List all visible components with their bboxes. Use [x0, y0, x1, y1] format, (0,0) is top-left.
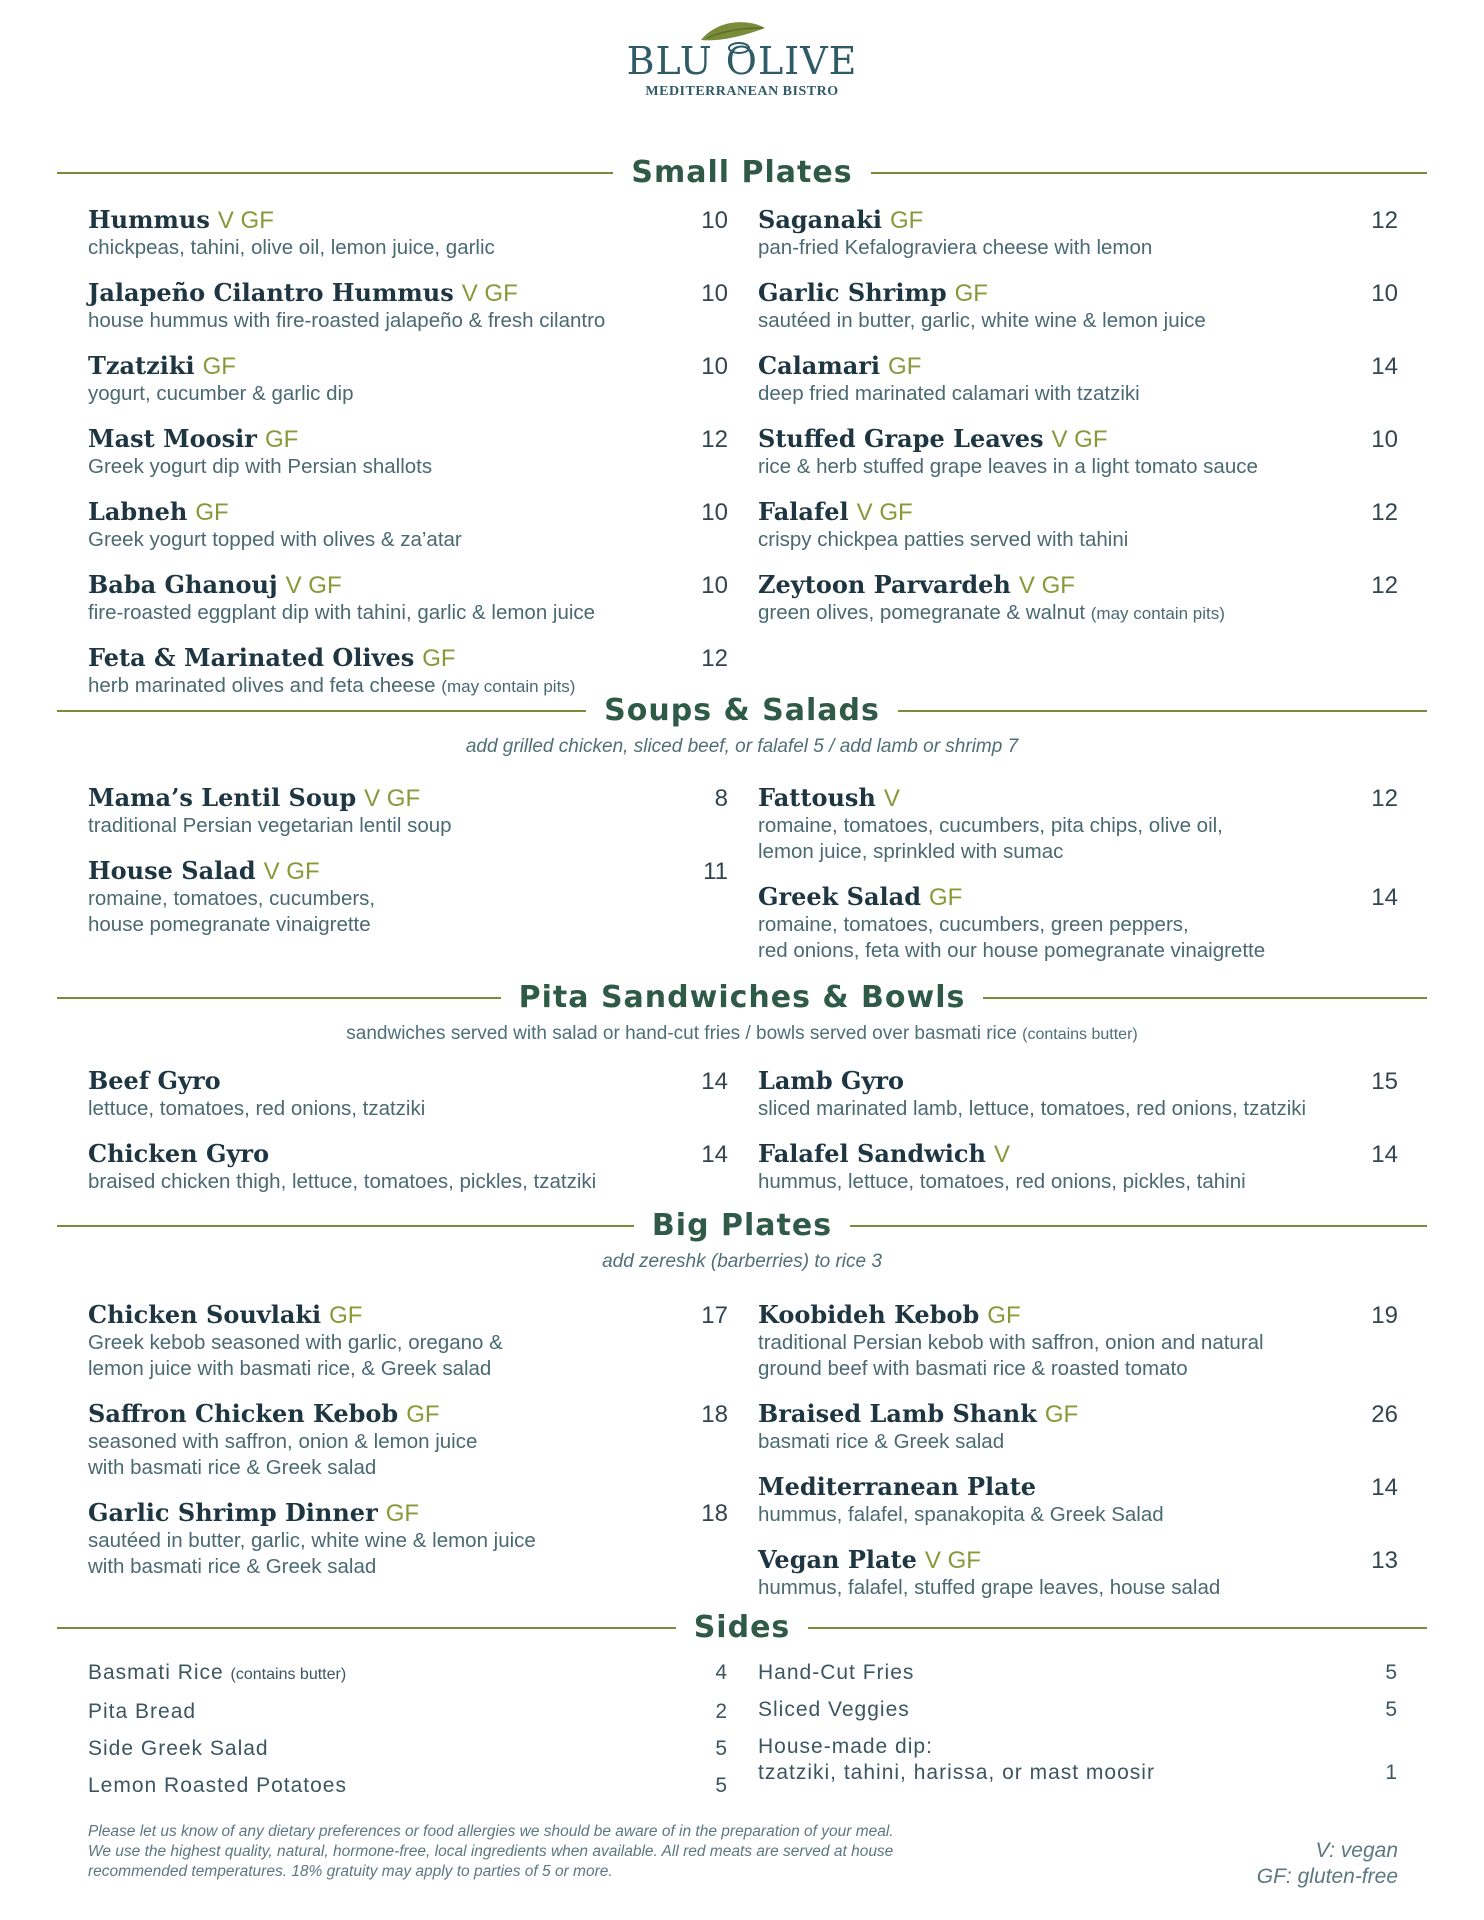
menu-item-price: 13: [1371, 1547, 1398, 1574]
menu-item-description-text: romaine, tomatoes, cucumbers, green peppers,: [758, 913, 1189, 936]
menu-item-description: [88, 454, 728, 480]
menu-item-description: [88, 1330, 728, 1356]
menu-item-description: [88, 600, 728, 626]
soups-salads-right-column: [758, 784, 1398, 982]
menu-item: [88, 279, 728, 334]
menu-item-price: 8: [714, 785, 728, 812]
menu-item-header: [88, 571, 728, 600]
menu-item: [88, 1499, 728, 1580]
menu-item-description-text: sautéed in butter, garlic, white wine & lemon juice: [758, 309, 1206, 332]
side-item: [88, 1773, 728, 1799]
pita-note-small: (contains butter): [1022, 1026, 1138, 1043]
section-title: Pita Sandwiches & Bowls: [501, 980, 984, 1015]
menu-item-price: 14: [701, 1068, 728, 1095]
menu-item-name: Falafel: [758, 497, 849, 526]
menu-item-description-text: sautéed in butter, garlic, white wine & lemon juice: [88, 1529, 536, 1552]
menu-item-price: 14: [701, 1141, 728, 1168]
menu-item-description: [758, 1169, 1398, 1195]
side-item-price: 5: [1385, 1698, 1398, 1721]
menu-item-header: [88, 1400, 728, 1429]
menu-item-description: [88, 308, 728, 334]
diet-tags: V: [883, 785, 900, 812]
menu-item-name: House Salad: [88, 856, 256, 885]
menu-item-description-text: house hummus with fire-roasted jalapeño & fresh cilantro: [88, 309, 606, 332]
diet-legend: [1257, 1838, 1398, 1890]
menu-item-note: (may contain pits): [441, 677, 576, 696]
menu-item-description-text: hummus, lettuce, tomatoes, red onions, pickles, tahini: [758, 1170, 1246, 1193]
menu-item-description-text: Greek kebob seasoned with garlic, oregano &: [88, 1331, 503, 1354]
menu-item: [88, 498, 728, 553]
menu-item-name: Stuffed Grape Leaves: [758, 424, 1044, 453]
menu-item-description: [758, 527, 1398, 553]
menu-item-header: [88, 784, 728, 813]
menu-item: [88, 206, 728, 261]
menu-item-price: 10: [701, 280, 728, 307]
menu-item-description-text: traditional Persian vegetarian lentil soup: [88, 814, 452, 837]
menu-item-description-text: Greek yogurt dip with Persian shallots: [88, 455, 433, 478]
menu-item-header: [758, 1067, 1398, 1096]
menu-item-name: Lamb Gyro: [758, 1066, 905, 1095]
menu-item-price: 11: [703, 858, 728, 885]
side-item-price: 4: [715, 1661, 728, 1684]
menu-item-header: [758, 1400, 1398, 1429]
menu-item-price: 12: [701, 645, 728, 672]
menu-item-name: Feta & Marinated Olives: [88, 643, 415, 672]
menu-item-price: 10: [1371, 426, 1398, 453]
diet-tags: V GF: [461, 280, 518, 307]
menu-item-description: [88, 527, 728, 553]
diet-tags: GF: [329, 1302, 363, 1329]
menu-item-price: 10: [701, 207, 728, 234]
side-item-price: 5: [715, 1737, 728, 1760]
side-item-name: Basmati Rice: [88, 1661, 224, 1684]
menu-item-name: Labneh: [88, 497, 188, 526]
menu-item-price: 14: [1371, 353, 1398, 380]
menu-item-price: 14: [1371, 884, 1398, 911]
menu-item-description-text: basmati rice & Greek salad: [758, 1430, 1005, 1453]
menu-item-name: Saganaki: [758, 205, 882, 234]
menu-item-description: [758, 600, 1398, 627]
menu-item-price: 14: [1371, 1141, 1398, 1168]
menu-item-description: [758, 1575, 1398, 1601]
side-item: [88, 1699, 728, 1725]
menu-item-header: [88, 498, 728, 527]
side-item-note: (contains butter): [230, 1666, 347, 1683]
menu-item-name: Mama’s Lentil Soup: [88, 783, 357, 812]
diet-tags: GF: [406, 1401, 440, 1428]
menu-item-description-text: rice & herb stuffed grape leaves in a light tomato sauce: [758, 455, 1258, 478]
menu-item-description: [758, 235, 1398, 261]
section-big-plates: [0, 1207, 1484, 1273]
menu-item-header: [88, 206, 728, 235]
allergy-note: [88, 1822, 1088, 1882]
diet-tags: V GF: [263, 858, 320, 885]
menu-item: [88, 1140, 728, 1195]
diet-tags: V: [993, 1141, 1010, 1168]
menu-item-header: [88, 352, 728, 381]
menu-item-name: Koobideh Kebob: [758, 1300, 980, 1329]
menu-item-description: [758, 1429, 1398, 1455]
menu-item-header: [758, 498, 1398, 527]
menu-item-price: 18: [701, 1500, 728, 1527]
diet-tags: V GF: [217, 207, 274, 234]
menu-item-header: [758, 1546, 1398, 1575]
pita-left-column: [88, 1067, 728, 1213]
menu-item-price: 10: [701, 572, 728, 599]
diet-tags: GF: [385, 1500, 420, 1527]
menu-item-name: Hummus: [88, 205, 210, 234]
menu-item-header: [758, 1473, 1398, 1502]
menu-item-price: 12: [1371, 572, 1398, 599]
menu-item-description-line2: lemon juice, sprinkled with sumac: [758, 840, 1064, 863]
menu-item-description: [758, 1096, 1398, 1122]
menu-item-header: [758, 1140, 1398, 1169]
sides-left-column: [88, 1660, 728, 1810]
section-note: add grilled chicken, sliced beef, or falafel 5 / add lamb or shrimp 7: [465, 736, 1019, 757]
section-title: Small Plates: [613, 155, 870, 190]
menu-item-description-text: braised chicken thigh, lettuce, tomatoes, pickles, tzatziki: [88, 1170, 597, 1193]
menu-item-price: 12: [1371, 499, 1398, 526]
menu-item-header: [88, 425, 728, 454]
menu-item-description-text: traditional Persian kebob with saffron, onion and natural: [758, 1331, 1264, 1354]
menu-item-description: [758, 454, 1398, 480]
menu-item-description: [88, 381, 728, 407]
menu-item-description: [758, 813, 1398, 839]
menu-item-description: [88, 1429, 728, 1455]
section-small-plates: [0, 154, 1484, 192]
allergy-note-line: We use the highest quality, natural, hormone-free, local ingredients when available. All red meats are served at house: [88, 1843, 894, 1860]
menu-item-price: 12: [1371, 207, 1398, 234]
menu-item: [88, 1067, 728, 1122]
menu-item-header: [88, 1499, 728, 1528]
section-title: Big Plates: [634, 1208, 850, 1243]
menu-footer: [88, 1822, 1398, 1888]
menu-item-name: Mast Moosir: [88, 424, 257, 453]
section-title: Soups & Salads: [586, 693, 898, 728]
diet-tags: GF: [929, 884, 963, 911]
diet-tags: GF: [264, 426, 299, 453]
menu-item-name: Chicken Gyro: [88, 1139, 270, 1168]
menu-item-name: Mediterranean Plate: [758, 1472, 1037, 1501]
menu-item: [88, 857, 728, 938]
menu-item-price: 17: [701, 1302, 728, 1329]
menu-item-name: Tzatziki: [88, 351, 195, 380]
menu-item-description-line2: with basmati rice & Greek salad: [88, 1456, 377, 1479]
menu-item: [758, 1301, 1398, 1382]
menu-item-description: [758, 912, 1398, 938]
diet-tags: V GF: [364, 785, 421, 812]
side-item-price: 2: [715, 1700, 728, 1723]
menu-item-header: [758, 352, 1398, 381]
menu-item-note: (may contain pits): [1090, 604, 1225, 623]
section-sides: [0, 1609, 1484, 1647]
menu-item: [758, 425, 1398, 480]
menu-item: [88, 1301, 728, 1382]
menu-item-price: 18: [701, 1401, 728, 1428]
menu-item-header: [758, 279, 1398, 308]
menu-item-price: 19: [1371, 1302, 1398, 1329]
menu-item: [758, 571, 1398, 627]
menu-item-description: [758, 1330, 1398, 1356]
side-item-price: 5: [715, 1774, 728, 1797]
diet-tags: GF: [195, 499, 229, 526]
menu-item: [758, 883, 1398, 964]
menu-item-description-text: herb marinated olives and feta cheese: [88, 674, 436, 697]
menu-item-header: [88, 1301, 728, 1330]
menu-item-price: 14: [1371, 1474, 1398, 1501]
menu-item-description-line2: house pomegranate vinaigrette: [88, 913, 371, 936]
menu-item-description-line2: red onions, feta with our house pomegranate vinaigrette: [758, 939, 1266, 962]
small-plates-left-column: [88, 206, 728, 718]
menu-item-header: [758, 425, 1398, 454]
menu-item-description-text: hummus, falafel, spanakopita & Greek Salad: [758, 1503, 1164, 1526]
menu-item-name: Garlic Shrimp Dinner: [88, 1498, 378, 1527]
diet-tags: GF: [987, 1302, 1021, 1329]
menu-item-name: Zeytoon Parvardeh: [758, 570, 1011, 599]
menu-item: [758, 1067, 1398, 1122]
side-item: [758, 1660, 1398, 1686]
menu-item-price: 10: [701, 353, 728, 380]
legend-vegan: V: vegan: [1315, 1839, 1398, 1862]
diet-tags: V GF: [1018, 572, 1075, 599]
menu-item-description: [88, 886, 728, 912]
menu-item-description-text: seasoned with saffron, onion & lemon juice: [88, 1430, 478, 1453]
small-plates-right-column: [758, 206, 1398, 645]
menu-item-description-text: pan-fried Kefalograviera cheese with lemon: [758, 236, 1153, 259]
section-note: [0, 1023, 1484, 1045]
sides-right-column: [758, 1660, 1398, 1797]
side-item-options: tzatziki, tahini, harissa, or mast moosir: [758, 1761, 1155, 1784]
big-plates-left-column: [88, 1301, 728, 1598]
menu-item-description-line2: lemon juice with basmati rice, & Greek salad: [88, 1357, 492, 1380]
menu-item-description-text: romaine, tomatoes, cucumbers, pita chips, olive oil,: [758, 814, 1223, 837]
menu-item-price: 15: [1371, 1068, 1398, 1095]
menu-item: [88, 425, 728, 480]
menu-item-name: Jalapeño Cilantro Hummus: [88, 278, 454, 307]
diet-tags: GF: [202, 353, 236, 380]
side-item-name: House-made dip:: [758, 1735, 933, 1758]
menu-item-name: Baba Ghanouj: [88, 570, 278, 599]
diet-tags: V GF: [924, 1547, 981, 1574]
menu-item-description: [758, 1502, 1398, 1528]
section-pita-sandwiches: [0, 979, 1484, 1045]
brand-tagline: MEDITERRANEAN BISTRO: [645, 84, 839, 99]
menu-item-price: 26: [1371, 1401, 1398, 1428]
menu-item-header: [758, 784, 1398, 813]
menu-item-header: [88, 857, 728, 886]
side-item: [758, 1697, 1398, 1723]
legend-gluten-free: GF: gluten-free: [1256, 1865, 1398, 1888]
menu-item: [758, 206, 1398, 261]
menu-item-name: Greek Salad: [758, 882, 921, 911]
diet-tags: V GF: [1051, 426, 1108, 453]
menu-item-description-text: chickpeas, tahini, olive oil, lemon juice, garlic: [88, 236, 495, 259]
menu-item-description: [88, 813, 728, 839]
menu-item-name: Fattoush: [758, 783, 876, 812]
side-item-price: 5: [1385, 1661, 1398, 1684]
menu-item-description-text: romaine, tomatoes, cucumbers,: [88, 887, 376, 910]
menu-item-header: [88, 1067, 728, 1096]
menu-item-name: Saffron Chicken Kebob: [88, 1399, 399, 1428]
menu-item-description-line2: with basmati rice & Greek salad: [88, 1555, 377, 1578]
menu-item: [758, 1400, 1398, 1455]
menu-item-description: [88, 235, 728, 261]
menu-item: [88, 1400, 728, 1481]
menu-item-description-text: Greek yogurt topped with olives & za’atar: [88, 528, 462, 551]
menu-item-name: Calamari: [758, 351, 881, 380]
menu-item-description-text: crispy chickpea patties served with tahini: [758, 528, 1129, 551]
side-item-options-row: [758, 1760, 1398, 1786]
allergy-note-line: Please let us know of any dietary preferences or food allergies we should be aware of in the preparation of your meal.: [88, 1823, 894, 1840]
menu-item-name: Falafel Sandwich: [758, 1139, 986, 1168]
section-note: add zereshk (barberries) to rice 3: [602, 1251, 882, 1272]
menu-item-description: [88, 1096, 728, 1122]
menu-item-name: Garlic Shrimp: [758, 278, 947, 307]
side-item: [88, 1660, 728, 1688]
menu-item-name: Beef Gyro: [88, 1066, 221, 1095]
menu-item-description-text: green olives, pomegranate & walnut: [758, 601, 1086, 624]
menu-item: [88, 352, 728, 407]
menu-item-price: 10: [1371, 280, 1398, 307]
olive-leaf-icon: [699, 18, 769, 54]
side-item: [758, 1734, 1398, 1786]
menu-item-description-text: yogurt, cucumber & garlic dip: [88, 382, 354, 405]
menu-item-name: Chicken Souvlaki: [88, 1300, 322, 1329]
menu-item-price: 12: [1371, 785, 1398, 812]
brand-logo: [627, 40, 858, 82]
menu-item: [88, 784, 728, 839]
menu-item: [758, 352, 1398, 407]
menu-item-description-line2: ground beef with basmati rice & roasted tomato: [758, 1357, 1188, 1380]
menu-item-header: [758, 883, 1398, 912]
side-item-name-row: [758, 1734, 1398, 1760]
menu-item-header: [758, 571, 1398, 600]
diet-tags: GF: [1044, 1401, 1079, 1428]
diet-tags: V GF: [285, 572, 342, 599]
diet-tags: V GF: [856, 499, 913, 526]
side-item-name: Hand-Cut Fries: [758, 1661, 915, 1684]
diet-tags: GF: [954, 280, 988, 307]
diet-tags: GF: [422, 645, 456, 672]
menu-item: [758, 498, 1398, 553]
allergy-note-line: recommended temperatures. 18% gratuity may apply to parties of 5 or more.: [88, 1863, 613, 1880]
soups-salads-left-column: [88, 784, 728, 956]
menu-item-header: [88, 1140, 728, 1169]
menu-item-header: [88, 279, 728, 308]
menu-item-description-text: deep fried marinated calamari with tzatziki: [758, 382, 1140, 405]
menu-item-description: [88, 1528, 728, 1554]
menu-item-price: 10: [701, 499, 728, 526]
menu-item: [758, 279, 1398, 334]
menu-item: [758, 1140, 1398, 1195]
side-item-name: Lemon Roasted Potatoes: [88, 1774, 347, 1797]
menu-item-price: 12: [701, 426, 728, 453]
pita-right-column: [758, 1067, 1398, 1213]
diet-tags: GF: [889, 207, 924, 234]
side-item-name: Sliced Veggies: [758, 1698, 910, 1721]
side-item: [88, 1736, 728, 1762]
menu-item: [758, 1473, 1398, 1528]
menu-item-name: Braised Lamb Shank: [758, 1399, 1037, 1428]
menu-header: [0, 40, 1484, 100]
menu-item-header: [88, 644, 728, 673]
menu-item-description-text: hummus, falafel, stuffed grape leaves, house salad: [758, 1576, 1221, 1599]
menu-item-description-text: lettuce, tomatoes, red onions, tzatziki: [88, 1097, 426, 1120]
menu-item-description: [758, 381, 1398, 407]
side-item-price: 1: [1385, 1761, 1398, 1784]
menu-item: [758, 1546, 1398, 1601]
menu-item-header: [758, 206, 1398, 235]
section-title: Sides: [676, 1610, 809, 1645]
side-item-name: Side Greek Salad: [88, 1737, 269, 1760]
pita-note-text: sandwiches served with salad or hand-cut fries / bowls served over basmati rice: [346, 1023, 1017, 1044]
menu-item-name: Vegan Plate: [758, 1545, 917, 1574]
section-soups-salads: [0, 692, 1484, 758]
menu-item: [758, 784, 1398, 865]
brand-name: BLU OLIVE: [626, 39, 858, 83]
diet-tags: GF: [888, 353, 922, 380]
menu-item-header: [758, 1301, 1398, 1330]
menu-item: [88, 571, 728, 626]
menu-item-description-text: sliced marinated lamb, lettuce, tomatoes, red onions, tzatziki: [758, 1097, 1307, 1120]
menu-item-description: [88, 1169, 728, 1195]
menu-item-description: [758, 308, 1398, 334]
side-item-name: Pita Bread: [88, 1700, 197, 1723]
big-plates-right-column: [758, 1301, 1398, 1619]
menu-item-description-text: fire-roasted eggplant dip with tahini, garlic & lemon juice: [88, 601, 596, 624]
